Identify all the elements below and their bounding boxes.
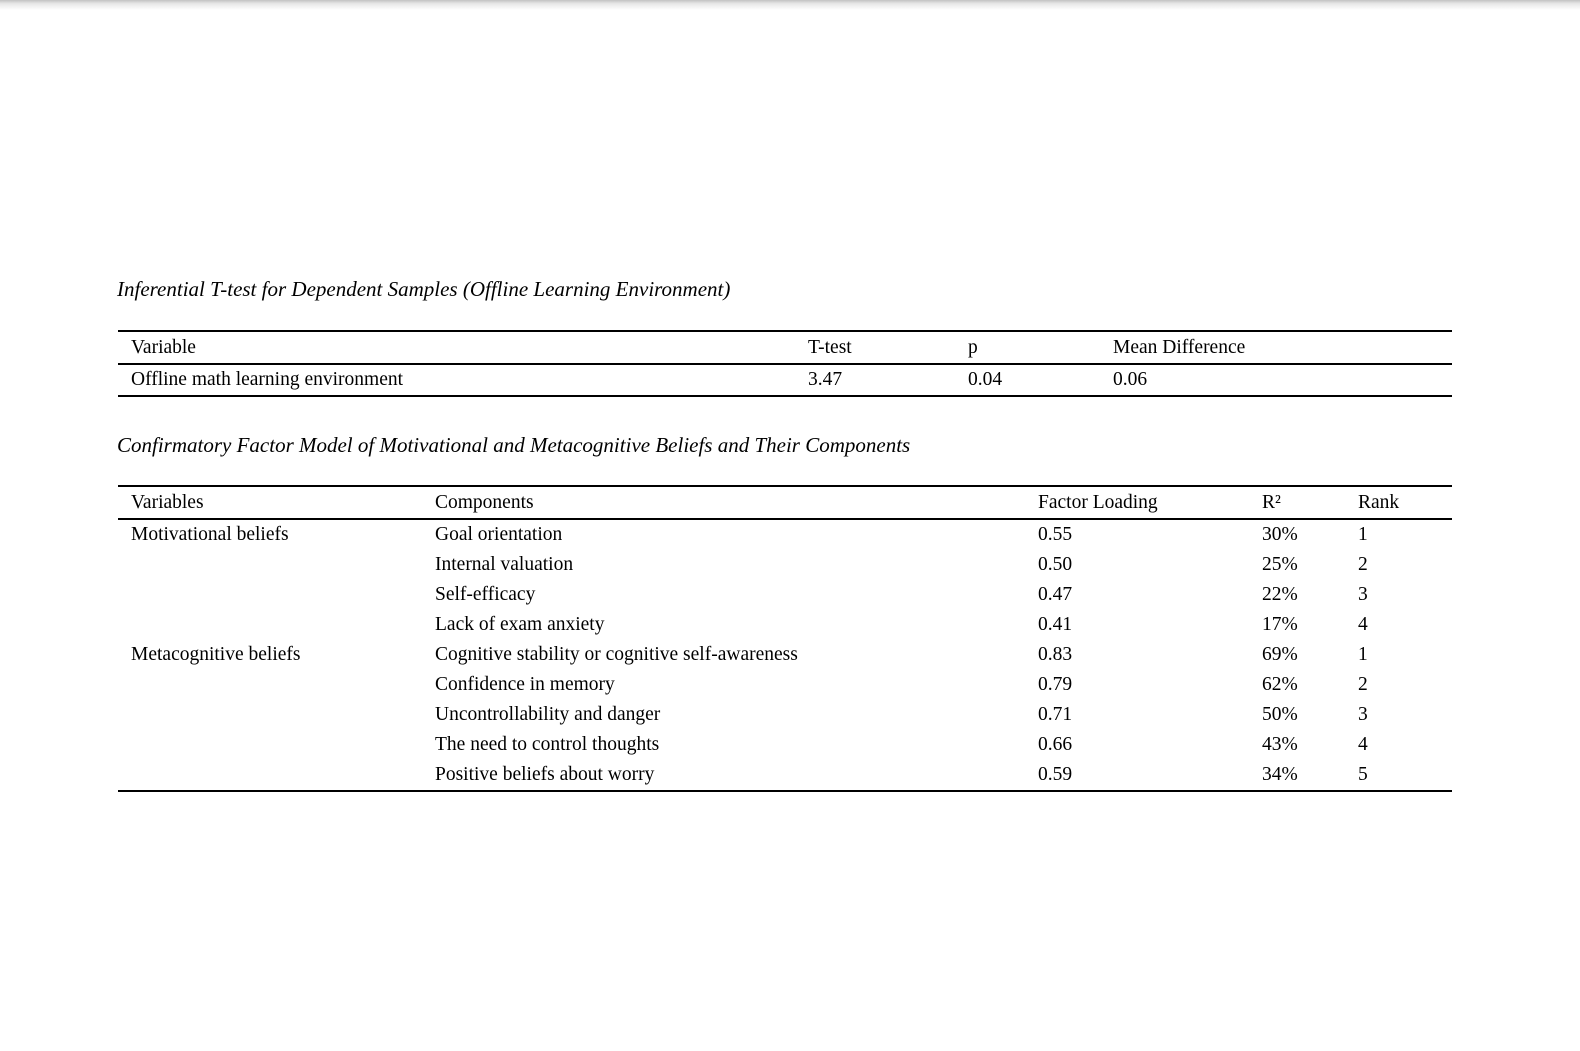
factor-model-table: [118, 485, 1452, 792]
cell-rank: 5: [1358, 764, 1368, 785]
column-header-mean-difference: Mean Difference: [1113, 331, 1452, 364]
table-row: [118, 640, 1452, 670]
table-row: [118, 550, 1452, 580]
t-test-table: [118, 330, 1452, 397]
cell-component: The need to control thoughts: [435, 734, 660, 755]
table-header-row: [118, 486, 1452, 519]
column-header-p: p: [968, 331, 1113, 364]
table-row: [118, 760, 1452, 791]
cell-rank: 1: [1358, 524, 1368, 545]
table-row: [118, 610, 1452, 640]
cell-variable-group: [118, 670, 435, 700]
cell-factor-loading: 0.47: [1038, 584, 1073, 605]
cell-variable-group: [118, 700, 435, 730]
table-row: [118, 580, 1452, 610]
cell-r-squared: 34%: [1262, 764, 1298, 785]
cell-component: Uncontrollability and danger: [435, 704, 661, 725]
cell-variable-group: Motivational beliefs: [131, 524, 289, 545]
column-header-rank: Rank: [1358, 486, 1452, 519]
cell-variable: Offline math learning environment: [131, 369, 404, 390]
cell-r-squared: 17%: [1262, 614, 1298, 635]
cell-rank: 2: [1358, 674, 1368, 695]
cell-r-squared: 30%: [1262, 524, 1298, 545]
table-row: [118, 364, 1452, 396]
cell-variable-group: [118, 610, 435, 640]
column-header-variables: Variables: [118, 486, 435, 519]
cell-rank: 4: [1358, 734, 1368, 755]
cell-r-squared: 22%: [1262, 584, 1298, 605]
cell-r-squared: 25%: [1262, 554, 1298, 575]
cell-factor-loading: 0.41: [1038, 614, 1073, 635]
cell-r-squared: 50%: [1262, 704, 1298, 725]
column-header-t-test: T-test: [808, 331, 968, 364]
cell-rank: 3: [1358, 704, 1368, 725]
column-header-factor-loading: Factor Loading: [1038, 486, 1262, 519]
cell-variable-group: [118, 550, 435, 580]
table-1-title: Inferential T-test for Dependent Samples (Offline Learning Environment): [117, 277, 731, 301]
cell-p: 0.04: [968, 369, 1003, 390]
column-header-variable: Variable: [118, 331, 808, 364]
cell-factor-loading: 0.50: [1038, 554, 1073, 575]
cell-t-test: 3.47: [808, 369, 843, 390]
cell-variable-group: Metacognitive beliefs: [131, 644, 301, 665]
cell-factor-loading: 0.83: [1038, 644, 1073, 665]
cell-component: Positive beliefs about worry: [435, 764, 655, 785]
table-header-row: [118, 331, 1452, 364]
cell-component: Goal orientation: [435, 524, 563, 545]
column-header-r-squared: R²: [1262, 486, 1358, 519]
table-2-title: Confirmatory Factor Model of Motivational and Metacognitive Beliefs and Their Components: [117, 433, 911, 457]
cell-factor-loading: 0.55: [1038, 524, 1073, 545]
page-top-shadow: [0, 0, 1580, 10]
cell-component: Confidence in memory: [435, 674, 615, 695]
cell-component: Self-efficacy: [435, 584, 536, 605]
cell-r-squared: 43%: [1262, 734, 1298, 755]
cell-r-squared: 62%: [1262, 674, 1298, 695]
cell-factor-loading: 0.79: [1038, 674, 1073, 695]
table-row: [118, 519, 1452, 550]
table-row: [118, 700, 1452, 730]
cell-factor-loading: 0.71: [1038, 704, 1073, 725]
cell-r-squared: 69%: [1262, 644, 1298, 665]
cell-variable-group: [118, 760, 435, 791]
column-header-components: Components: [435, 486, 1038, 519]
cell-rank: 2: [1358, 554, 1368, 575]
cell-component: Internal valuation: [435, 554, 574, 575]
cell-rank: 3: [1358, 584, 1368, 605]
cell-component: Lack of exam anxiety: [435, 614, 605, 635]
cell-factor-loading: 0.66: [1038, 734, 1073, 755]
cell-component: Cognitive stability or cognitive self-awareness: [435, 644, 798, 665]
cell-variable-group: [118, 580, 435, 610]
cell-factor-loading: 0.59: [1038, 764, 1073, 785]
table-row: [118, 670, 1452, 700]
cell-rank: 1: [1358, 644, 1368, 665]
cell-variable-group: [118, 730, 435, 760]
cell-mean-difference: 0.06: [1113, 369, 1148, 390]
table-row: [118, 730, 1452, 760]
cell-rank: 4: [1358, 614, 1368, 635]
